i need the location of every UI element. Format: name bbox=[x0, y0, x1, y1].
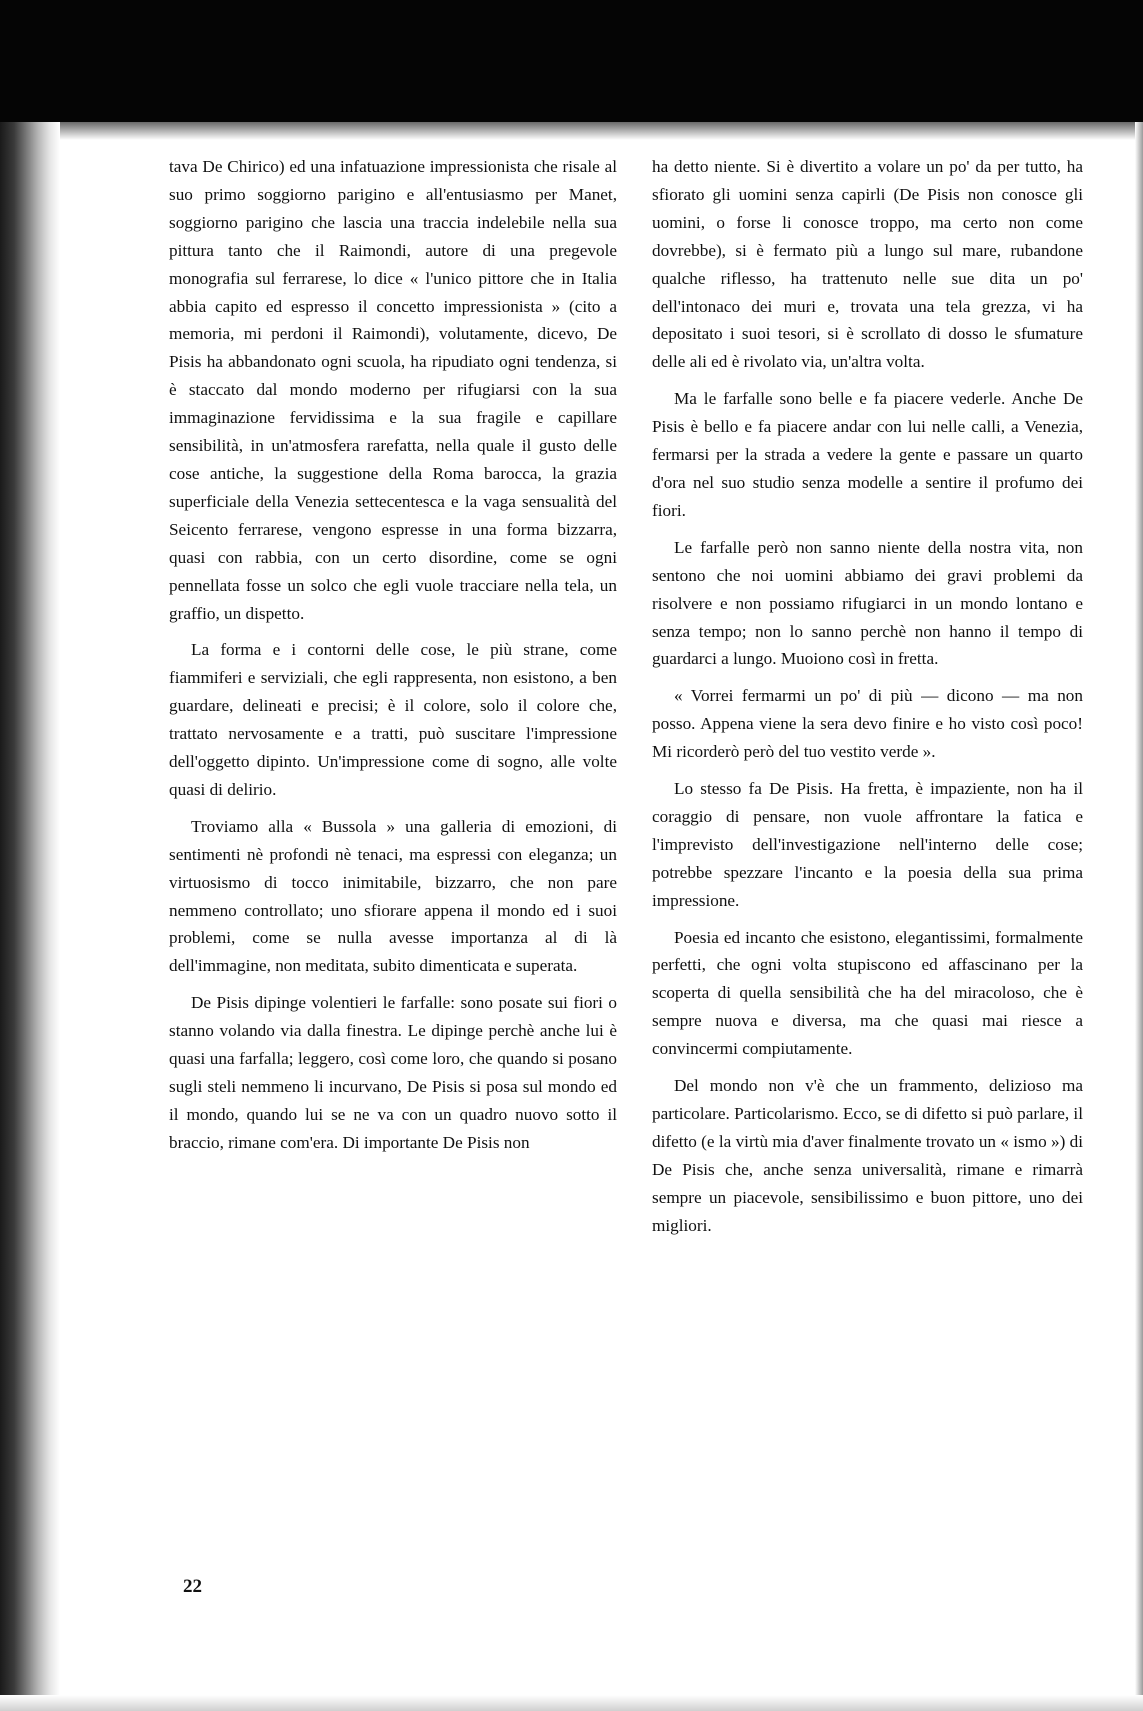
paragraph: De Pisis dipinge volentieri le farfalle: sono posate sui fiori o stanno volando via dalla finestra. Le dipinge perchè anche lui è quasi una farfalla; leggero, così come loro, che quando si posano sugli steli nemmeno li incurvano, De Pisis si posa sul mondo ed il mondo, quando lui se ne va con un quadro nuovo sotto il braccio, rimane com'era. Di importante De Pisis non bbox=[169, 993, 617, 1152]
scan-top-shadow bbox=[0, 0, 1143, 122]
paragraph: Del mondo non v'è che un frammento, delizioso ma particolare. Particolarismo. Ecco, se di difetto si può parlare, il difetto (e la virtù mia d'aver finalmente trovato un « ismo ») di De Pisis che, anche senza universalità, rimane e rimarrà sempre un piacevole, sensibilissimo e buon pittore, uno dei migliori. bbox=[652, 1076, 1083, 1235]
paragraph: Troviamo alla « Bussola » una galleria di emozioni, di sentimenti nè profondi nè tenaci, ma espressi con eleganza; un virtuosismo di tocco inimitabile, bizzarro, che non pare nemmeno controllato; uno sfiorare appena il mondo ed i suoi problemi, come se nulla avesse importanza al di là dell'immagine, non meditata, subito dimenticata e superata. bbox=[169, 816, 617, 976]
paragraph: ha detto niente. Si è divertito a volare un po' da per tutto, ha sfiorato gli uomini senza capirli (De Pisis non conosce gli uomini, o forse li conosce troppo, ma certo non come dovrebbe), si è fermato più a lungo sul mare, rubandone qualche riflesso, ha trattenuto nelle sue dita un po' dell'intonaco dei muri e, trovata una tela grezza, vi ha depositato i suoi tesori, si è scrollato di dosso le sfumature delle ali ed è rivolato via, un'altra volta. bbox=[652, 157, 1083, 372]
paragraph: Poesia ed incanto che esistono, elegantissimi, formalmente perfetti, che ogni volta stupiscono ed affascinano per la scoperta di quella sensibilità che ha del miracoloso, che è sempre nuova e diversa, ma che quasi mai riesce a convincermi compiutamente. bbox=[652, 927, 1083, 1059]
paragraph: tava De Chirico) ed una infatuazione impressionista che risale al suo primo soggiorno parigino e all'entusiasmo per Manet, soggiorno parigino che lascia una traccia indelebile nella sua pittura tanto che il Raimondi, autore di una pregevole monografia sul ferrarese, lo dice « l'unico pittore che in Italia abbia capito ed espresso il concetto impressionista » (cito a memoria, mi perdoni il Raimondi), volutamente, dicevo, De Pisis ha abbandonato ogni scuola, ha ripudiato ogni tendenza, si è staccato dal mondo moderno per rifugiarsi con la sua immaginazione fervidissima e la sua fragile e capillare sensibilità, in un'atmosfera rarefatta, nella quale il gusto delle cose antiche, la suggestione della Roma barocca, la grazia superficiale della Venezia settecentesca e la vaga sensualità del Seicento ferrarese, vengono espresse in una forma bizzarra, quasi con rabbia, con un certo disordine, come se ogni pennellata fosse un solco che egli vuole tracciare nella tela, un graffio, un dispetto. bbox=[169, 157, 617, 623]
paragraph: « Vorrei fermarmi un po' di più — dicono — ma non posso. Appena viene la sera devo finire e ho visto così poco! Mi ricorderò però del tuo vestito verde ». bbox=[652, 686, 1083, 762]
scan-bottom-edge bbox=[0, 1695, 1143, 1711]
page-number: 22 bbox=[183, 1576, 202, 1597]
paragraph: La forma e i contorni delle cose, le più strane, come fiammiferi e serviziali, che egli rappresenta, non esistono, a ben guardare, delineati e precisi; è il colore, solo il colore che, trattato nervosamente e a tratti, può suscitare l'impressione dell'oggetto dipinto. Un'impressione come di sogno, alle volte quasi di delirio. bbox=[169, 640, 617, 799]
scan-right-edge bbox=[1135, 122, 1143, 1711]
paragraph: Lo stesso fa De Pisis. Ha fretta, è impaziente, non ha il coraggio di pensare, non vuole affrontare la fatica e l'imprevisto dell'investigazione nell'interno delle cose; potrebbe spezzare l'incanto e la poesia della sua prima impressione. bbox=[652, 779, 1083, 910]
paragraph: Ma le farfalle sono belle e fa piacere vederle. Anche De Pisis è bello e fa piacere andar con lui nelle calli, a Venezia, fermarsi per la strada a vedere la gente e passare un quarto d'ora nel suo studio senza modelle a sentire il profumo dei fiori. bbox=[652, 389, 1083, 520]
right-text-column bbox=[652, 153, 1083, 1249]
scan-top-shadow-fade bbox=[0, 110, 1143, 140]
left-text-column bbox=[169, 153, 617, 1166]
scan-binding-edge bbox=[0, 122, 60, 1711]
paragraph: Le farfalle però non sanno niente della nostra vita, non sentono che noi uomini abbiamo dei gravi problemi da risolvere e non possiamo rifugiarci in un mondo lontano e senza tempo; non lo sanno perchè non hanno il tempo di guardarci a lungo. Muoiono così in fretta. bbox=[652, 537, 1083, 669]
